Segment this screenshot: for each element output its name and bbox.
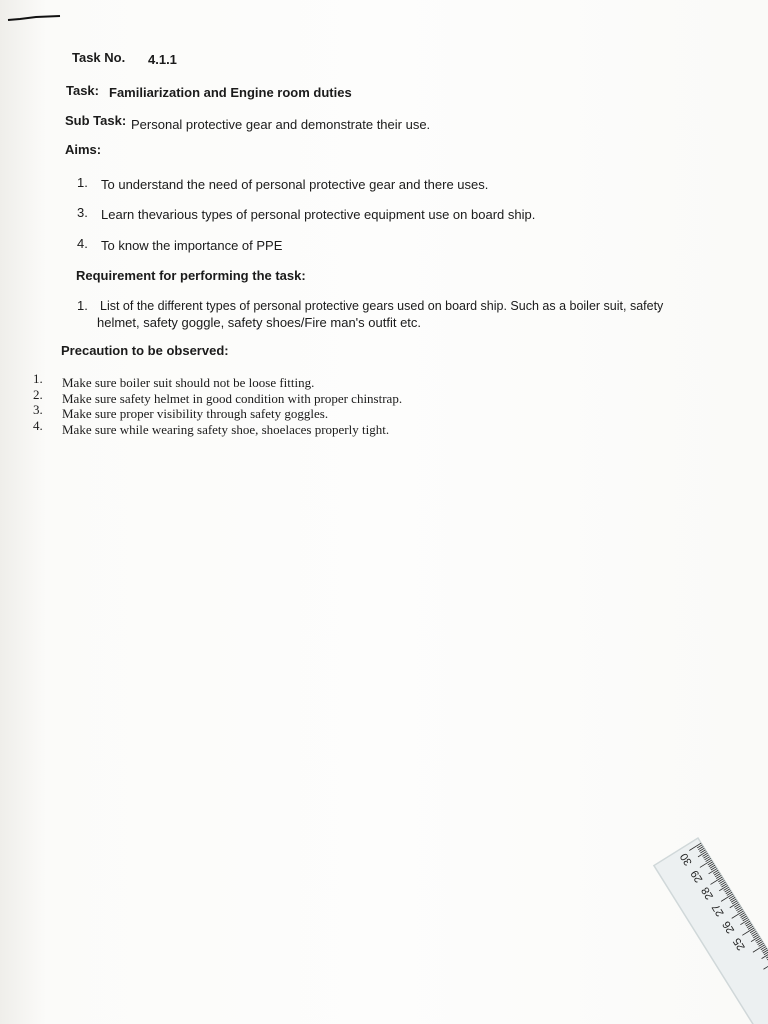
ruler [590, 830, 768, 1024]
requirement-item-line: List of the different types of personal protective gears used on board ship. Such as a boiler suit, safety [100, 299, 664, 313]
task-label: Task: [66, 83, 99, 98]
aims-item-text: Learn thevarious types of personal protective equipment use on board ship. [101, 207, 536, 222]
ruler-label: 28 [699, 884, 717, 902]
precaution-item-num: 3. [33, 402, 43, 417]
requirement-item-num: 1. [77, 298, 88, 313]
precaution-item-text: Make sure boiler suit should not be loose fitting. [62, 375, 315, 390]
ruler-label: 25 [731, 935, 748, 953]
aims-item-text: To understand the need of personal protective gear and there uses. [101, 177, 489, 192]
requirement-heading: Requirement for performing the task: [76, 268, 306, 283]
task-no-label: Task No. [72, 50, 126, 65]
subtask-value: Personal protective gear and demonstrate their use. [131, 117, 431, 132]
precaution-item-text: Make sure proper visibility through safety goggles. [62, 406, 329, 421]
aims-item-text: To know the importance of PPE [101, 238, 283, 253]
pen-mark [6, 14, 62, 22]
precaution-item-num: 4. [33, 418, 43, 433]
precaution-heading: Precaution to be observed: [61, 343, 229, 358]
aims-item-num: 4. [77, 236, 88, 251]
precaution-item-num: 1. [33, 371, 43, 386]
ruler-label: 29 [688, 867, 706, 885]
precaution-item-text: Make sure safety helmet in good condition with proper chinstrap. [62, 391, 403, 406]
ruler-label: 27 [709, 901, 727, 919]
ruler-label: 26 [720, 918, 738, 936]
requirement-item-line: helmet, safety goggle, safety shoes/Fire man's outfit etc. [97, 315, 422, 330]
task-no-value: 4.1.1 [148, 52, 177, 67]
precaution-item-text: Make sure while wearing safety shoe, shoelaces properly tight. [62, 422, 390, 437]
subtask-label: Sub Task: [65, 113, 127, 128]
task-title: Familiarization and Engine room duties [109, 85, 352, 100]
aims-heading: Aims: [65, 142, 102, 157]
aims-item-num: 1. [77, 175, 88, 190]
aims-item-num: 3. [77, 205, 88, 220]
ruler-label: 30 [678, 850, 695, 868]
precaution-item-num: 2. [33, 387, 43, 402]
